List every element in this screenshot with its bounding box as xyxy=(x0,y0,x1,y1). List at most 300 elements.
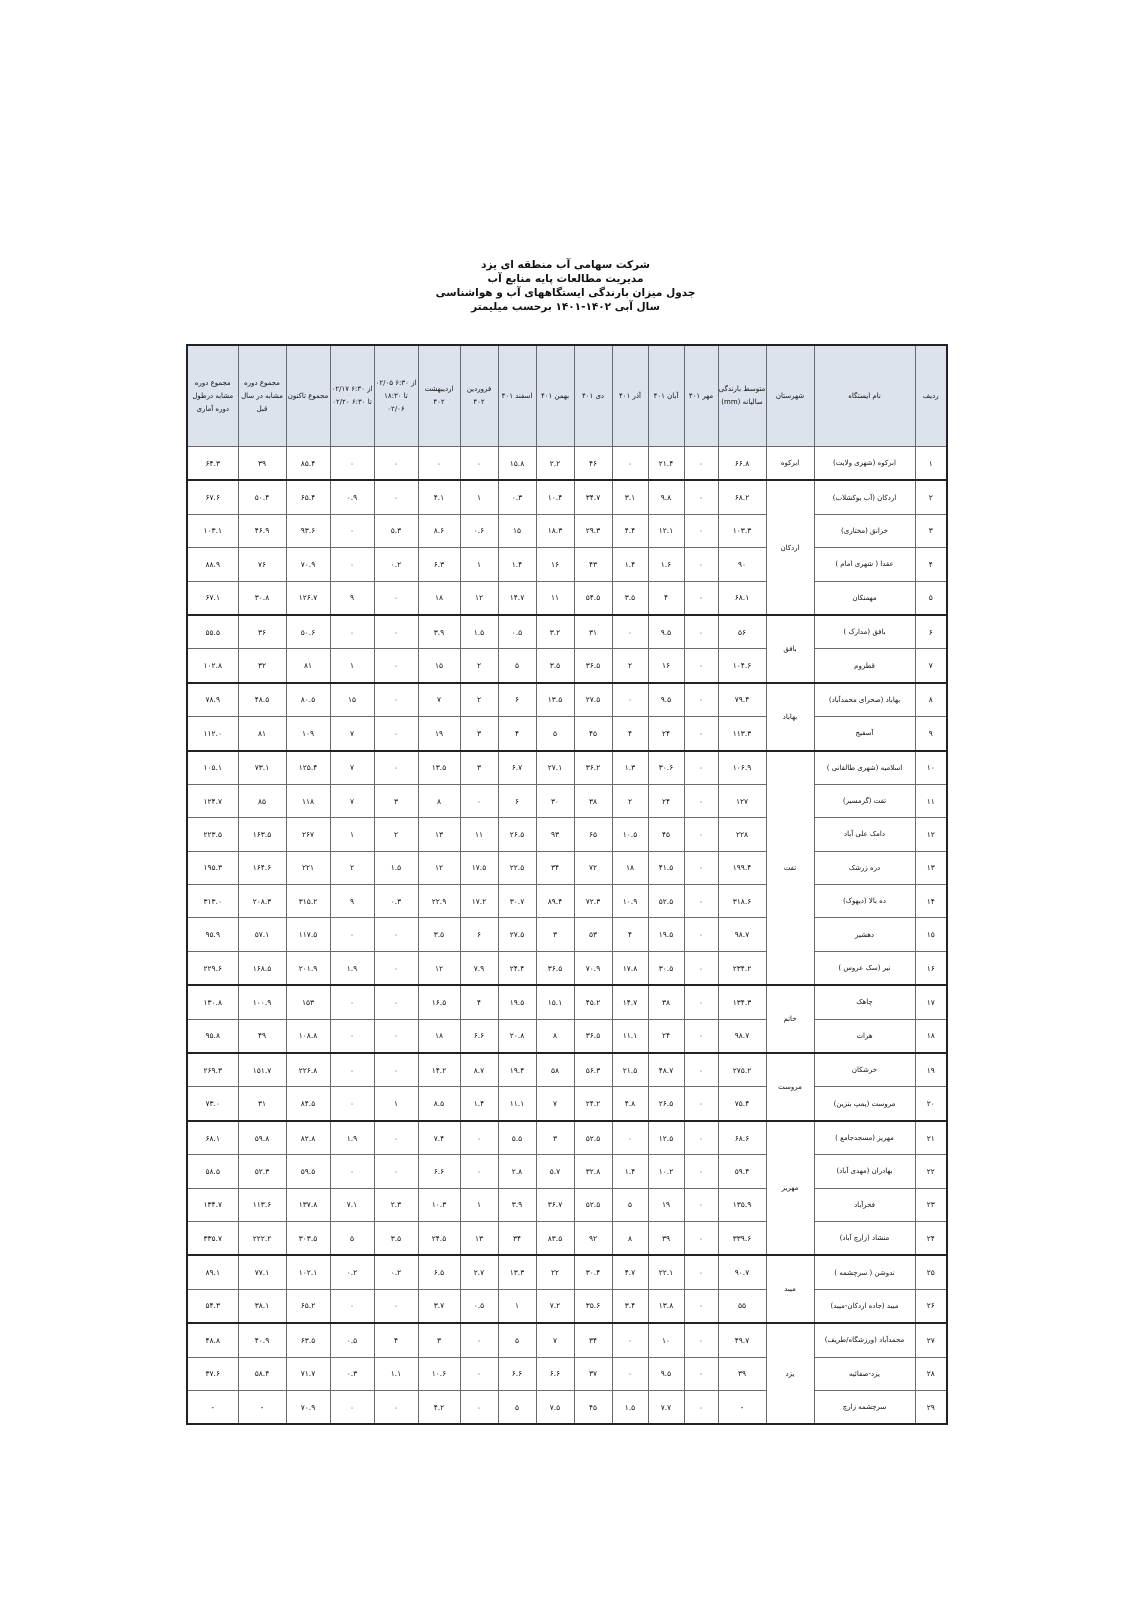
rainfall-value: ۰ xyxy=(684,480,718,514)
table-row xyxy=(187,447,947,481)
rainfall-value: ۱۳۴.۳ xyxy=(718,985,766,1019)
station-name: اردکان (آب بوکشلاب) xyxy=(814,480,915,514)
rainfall-value: ۲۰.۸ xyxy=(498,1019,536,1053)
rainfall-value: ۵۲.۵ xyxy=(648,885,684,918)
rainfall-value: ۱۶۴.۶ xyxy=(238,851,286,884)
rainfall-value: ۲۲۱ xyxy=(286,851,330,884)
rainfall-value: ۷.۵ xyxy=(536,1390,574,1424)
rainfall-value: ۰ xyxy=(684,1323,718,1357)
row-number: ۵ xyxy=(915,581,947,615)
table-row xyxy=(187,951,947,985)
rainfall-value: ۴۶.۹ xyxy=(238,514,286,547)
rainfall-value: - xyxy=(187,1390,238,1424)
rainfall-value: ۲ xyxy=(330,851,374,884)
rainfall-value: ۳.۵ xyxy=(418,918,460,951)
rainfall-value: ۳.۴ xyxy=(612,1289,648,1323)
rainfall-value: ۵۹.۴ xyxy=(718,1155,766,1188)
rainfall-value: ۱۲۴.۷ xyxy=(187,784,238,817)
rainfall-value: ۱۵ xyxy=(330,683,374,717)
rainfall-value: ۲.۲ xyxy=(536,447,574,481)
rainfall-value: ۴ xyxy=(612,717,648,751)
table-row xyxy=(187,1019,947,1053)
rainfall-value: ۰ xyxy=(612,683,648,717)
rainfall-value: ۵ xyxy=(612,1188,648,1221)
rainfall-value: ۷.۲ xyxy=(536,1289,574,1323)
rainfall-value: ۱.۳ xyxy=(612,751,648,785)
rainfall-value: ۵۶.۳ xyxy=(574,1053,612,1087)
rainfall-value: ۱۹۵.۳ xyxy=(187,851,238,884)
rainfall-value: ۴۵ xyxy=(574,717,612,751)
row-number: ۲۳ xyxy=(915,1188,947,1221)
rainfall-value: ۳۶.۵ xyxy=(536,951,574,985)
rainfall-value: ۲۷۵.۲ xyxy=(718,1053,766,1087)
row-number: ۲۰ xyxy=(915,1087,947,1121)
rainfall-value: ۷۰.۹ xyxy=(286,548,330,581)
rainfall-value: ۷۰.۹ xyxy=(574,951,612,985)
rainfall-value: ۱۰.۴ xyxy=(536,480,574,514)
rainfall-value: ۰ xyxy=(612,1121,648,1155)
rainfall-value: ۳.۱ xyxy=(612,480,648,514)
rainfall-value: ۹۸.۷ xyxy=(718,1019,766,1053)
rainfall-value: ۲۲.۵ xyxy=(498,851,536,884)
rainfall-value: ۱.۴ xyxy=(612,548,648,581)
rainfall-value: ۰ xyxy=(684,1357,718,1390)
rainfall-value: ۳۰.۶ xyxy=(648,751,684,785)
row-number: ۲۶ xyxy=(915,1289,947,1323)
rainfall-value: ۲۴.۴ xyxy=(498,951,536,985)
rainfall-value: ۰ xyxy=(684,1121,718,1155)
rainfall-value: ۱۰ xyxy=(648,1323,684,1357)
rainfall-value: ۱۶.۵ xyxy=(418,985,460,1019)
rainfall-value: ۱ xyxy=(330,818,374,851)
rainfall-value: ۰ xyxy=(684,1087,718,1121)
rainfall-value: ۳۰.۴ xyxy=(574,1255,612,1289)
table-row xyxy=(187,717,947,751)
rainfall-value: ۹۰ xyxy=(718,548,766,581)
station-name: میبد (جاده اردکان-میبد) xyxy=(814,1289,915,1323)
rainfall-value: ۱.۴ xyxy=(612,1155,648,1188)
rainfall-value: ۰ xyxy=(460,1390,498,1424)
rainfall-value: ۰.۶ xyxy=(460,514,498,547)
rainfall-value: ۵.۳ xyxy=(374,514,418,547)
rainfall-value: ۳۲ xyxy=(238,649,286,683)
rainfall-value: ۳ xyxy=(460,717,498,751)
rainfall-value: ۲۴.۲ xyxy=(574,1087,612,1121)
rainfall-value: ۰ xyxy=(330,1087,374,1121)
rainfall-value: ۸۵.۴ xyxy=(286,447,330,481)
rainfall-value: ۱ xyxy=(330,649,374,683)
rainfall-value: ۰ xyxy=(374,985,418,1019)
rainfall-value: ۱۸.۳ xyxy=(536,514,574,547)
rainfall-value: ۶۶.۸ xyxy=(718,447,766,481)
rainfall-value: ۶ xyxy=(498,784,536,817)
row-number: ۲۸ xyxy=(915,1357,947,1390)
rainfall-value: ۲۴ xyxy=(648,784,684,817)
rainfall-value: ۰.۲ xyxy=(330,1255,374,1289)
rainfall-value: ۸۳.۵ xyxy=(536,1221,574,1255)
rainfall-value: ۵۵ xyxy=(718,1289,766,1323)
row-number: ۲۲ xyxy=(915,1155,947,1188)
rainfall-value: ۱۳۴.۷ xyxy=(187,1188,238,1221)
rainfall-value: ۴.۲ xyxy=(418,1390,460,1424)
rainfall-value: ۲۴ xyxy=(648,717,684,751)
column-header: شهرستان xyxy=(766,345,814,447)
rainfall-value: ۶.۳ xyxy=(418,548,460,581)
rainfall-value: ۲۷.۵ xyxy=(498,918,536,951)
rainfall-value: ۱۳.۸ xyxy=(648,1289,684,1323)
rainfall-value: ۰ xyxy=(684,581,718,615)
rainfall-value: ۰ xyxy=(684,1188,718,1221)
rainfall-value: ۰ xyxy=(684,1019,718,1053)
rainfall-value: ۰ xyxy=(460,1323,498,1357)
rainfall-value: ۵۹.۵ xyxy=(286,1155,330,1188)
rainfall-value: ۱.۶ xyxy=(648,548,684,581)
row-number: ۱ xyxy=(915,447,947,481)
rainfall-value: ۱۵۱.۷ xyxy=(238,1053,286,1087)
rainfall-value: ۸ xyxy=(612,1221,648,1255)
rainfall-value: ۱۳.۵ xyxy=(418,751,460,785)
rainfall-value: ۰ xyxy=(460,784,498,817)
rainfall-value: ۵۰.۴ xyxy=(238,480,286,514)
rainfall-value: ۷۸.۹ xyxy=(187,683,238,717)
rainfall-value: ۷ xyxy=(418,683,460,717)
table-body xyxy=(187,447,947,1425)
rainfall-value: ۹ xyxy=(330,581,374,615)
row-number: ۳ xyxy=(915,514,947,547)
rainfall-value: ۳ xyxy=(536,918,574,951)
rainfall-value: ۰ xyxy=(684,784,718,817)
table-row xyxy=(187,751,947,785)
rainfall-value: ۱۱۳.۶ xyxy=(238,1188,286,1221)
station-name: دامک علی آباد xyxy=(814,818,915,851)
column-header: اردیبهشت ۴۰۲ xyxy=(418,345,460,447)
rainfall-value: ۶۷.۶ xyxy=(187,480,238,514)
rainfall-value: ۱۵.۱ xyxy=(536,985,574,1019)
column-header: نام ایستگاه xyxy=(814,345,915,447)
rainfall-value: ۳۰۳.۵ xyxy=(286,1221,330,1255)
rainfall-value: ۲۶۷ xyxy=(286,818,330,851)
rainfall-value: ۵۲.۳ xyxy=(238,1155,286,1188)
county-name: مروست xyxy=(766,1053,814,1121)
table-header-row xyxy=(187,345,947,447)
rainfall-value: ۵ xyxy=(498,1323,536,1357)
rainfall-value: ۲ xyxy=(612,649,648,683)
rainfall-value: ۸۴.۵ xyxy=(286,1087,330,1121)
row-number: ۲۴ xyxy=(915,1221,947,1255)
rainfall-value: ۹۰.۷ xyxy=(718,1255,766,1289)
station-name: مهریز (مسجدجامع ) xyxy=(814,1121,915,1155)
table-row xyxy=(187,1121,947,1155)
column-header: ردیف xyxy=(915,345,947,447)
rainfall-value: ۲۳۴.۲ xyxy=(718,951,766,985)
rainfall-value: ۸۰.۵ xyxy=(286,683,330,717)
rainfall-value: ۳۰.۷ xyxy=(498,885,536,918)
column-header: دی ۴۰۱ xyxy=(574,345,612,447)
rainfall-value: ۳۱ xyxy=(574,615,612,649)
rainfall-value: ۰ xyxy=(374,1289,418,1323)
row-number: ۱۶ xyxy=(915,951,947,985)
rainfall-value: ۱۰۴.۶ xyxy=(718,649,766,683)
rainfall-value: ۱۹ xyxy=(648,1188,684,1221)
rainfall-value: ۰ xyxy=(330,918,374,951)
table-title: جدول میزان بارندگی ایستگاههای آب و هواشناسی xyxy=(435,287,696,299)
station-name: سرچشمه زارچ xyxy=(814,1390,915,1424)
row-number: ۴ xyxy=(915,548,947,581)
table-row xyxy=(187,615,947,649)
table-row xyxy=(187,918,947,951)
rainfall-value: ۶۸.۲ xyxy=(718,480,766,514)
rainfall-value: ۸۲.۸ xyxy=(286,1121,330,1155)
table-row xyxy=(187,1390,947,1424)
county-name: ابرکوه xyxy=(766,447,814,481)
rainfall-value: ۲۶۹.۳ xyxy=(187,1053,238,1087)
rainfall-value: ۷.۱ xyxy=(330,1188,374,1221)
rainfall-value: ۵۰.۶ xyxy=(286,615,330,649)
station-name: منشاد (زارچ آباد) xyxy=(814,1221,915,1255)
rainfall-value: ۱۸ xyxy=(612,851,648,884)
rainfall-value: ۰ xyxy=(684,1390,718,1424)
station-name: نیر (سک عروس ) xyxy=(814,951,915,985)
rainfall-value: ۱۶ xyxy=(536,548,574,581)
rainfall-value: ۳۴.۷ xyxy=(574,480,612,514)
rainfall-value: ۲۲ xyxy=(536,1255,574,1289)
rainfall-value: ۰ xyxy=(684,548,718,581)
rainfall-value: ۰ xyxy=(374,447,418,481)
column-header: مجموع دوره مشابه در سال قبل xyxy=(238,345,286,447)
rainfall-value: ۱۰۲.۱ xyxy=(286,1255,330,1289)
rainfall-value: ۰ xyxy=(684,514,718,547)
table-row xyxy=(187,683,947,717)
row-number: ۱۲ xyxy=(915,818,947,851)
rainfall-value: ۳۵.۶ xyxy=(574,1289,612,1323)
table-row xyxy=(187,818,947,851)
rainfall-value: ۰ xyxy=(684,951,718,985)
rainfall-value: ۰ xyxy=(460,447,498,481)
rainfall-value: ۲۱.۵ xyxy=(612,1053,648,1087)
row-number: ۱۸ xyxy=(915,1019,947,1053)
rainfall-value: ۱ xyxy=(498,1289,536,1323)
rainfall-value: ۴ xyxy=(612,918,648,951)
rainfall-value: ۸.۶ xyxy=(418,514,460,547)
rainfall-value: ۶۵ xyxy=(574,818,612,851)
county-name: خاتم xyxy=(766,985,814,1053)
rainfall-value: ۵ xyxy=(330,1221,374,1255)
rainfall-value: ۶ xyxy=(498,683,536,717)
rainfall-value: ۴۸.۵ xyxy=(238,683,286,717)
rainfall-value: ۸۵ xyxy=(238,784,286,817)
report-titles xyxy=(0,258,1131,314)
rainfall-value: ۰ xyxy=(460,1357,498,1390)
rainfall-value: ۳۱ xyxy=(238,1087,286,1121)
rainfall-value: ۶۸.۶ xyxy=(718,1121,766,1155)
rainfall-value: ۳.۵ xyxy=(536,649,574,683)
row-number: ۲۹ xyxy=(915,1390,947,1424)
rainfall-value: ۴۵ xyxy=(574,1390,612,1424)
rainfall-value: ۱ xyxy=(460,480,498,514)
rainfall-value: ۰ xyxy=(374,1053,418,1087)
rainfall-value: ۳ xyxy=(460,751,498,785)
rainfall-value: ۰ xyxy=(612,1357,648,1390)
station-name: دهشیر xyxy=(814,918,915,951)
rainfall-value: ۳۴ xyxy=(574,1323,612,1357)
rainfall-value: ۳۱۳.۰ xyxy=(187,885,238,918)
rainfall-value: ۱.۴ xyxy=(460,1087,498,1121)
column-header: از ۶:۳۰ ۰۲/۱۷ تا ۶:۳۰ ۰۲/۲۰ xyxy=(330,345,374,447)
rainfall-value: ۱۰.۹ xyxy=(612,885,648,918)
rainfall-value: ۲۲۶.۸ xyxy=(286,1053,330,1087)
rainfall-value: ۷.۷ xyxy=(648,1390,684,1424)
rainfall-value: ۶.۵ xyxy=(418,1255,460,1289)
rainfall-value: ۳۹ xyxy=(238,447,286,481)
rainfall-value: ۰.۳ xyxy=(374,885,418,918)
rainfall-value: ۱۹.۵ xyxy=(498,985,536,1019)
rainfall-value: ۲۰۱.۹ xyxy=(286,951,330,985)
rainfall-value: ۳.۹ xyxy=(418,615,460,649)
rainfall-value: ۳۷ xyxy=(574,1357,612,1390)
rainfall-value: ۹۸.۷ xyxy=(718,918,766,951)
rainfall-value: ۳۸ xyxy=(648,985,684,1019)
rainfall-value: ۱۱۳.۳ xyxy=(718,717,766,751)
rainfall-value: ۶۸.۱ xyxy=(718,581,766,615)
rainfall-value: ۰.۲ xyxy=(374,548,418,581)
rainfall-value: ۱۰۸.۸ xyxy=(286,1019,330,1053)
station-name: فخرآباد xyxy=(814,1188,915,1221)
rainfall-value: ۵.۷ xyxy=(536,1155,574,1188)
rainfall-value: ۴۸.۷ xyxy=(648,1053,684,1087)
rainfall-value: ۰ xyxy=(460,1121,498,1155)
rainfall-value: ۱۳ xyxy=(418,818,460,851)
rainfall-value: ۰ xyxy=(684,717,718,751)
rainfall-value: ۴۱.۵ xyxy=(648,851,684,884)
table-row xyxy=(187,480,947,514)
table-row xyxy=(187,1188,947,1221)
rainfall-value: ۴۳ xyxy=(574,548,612,581)
rainfall-value: ۴۶ xyxy=(574,447,612,481)
rainfall-value: ۳۳۵.۷ xyxy=(187,1221,238,1255)
rainfall-value: ۱۰۳.۱ xyxy=(187,514,238,547)
station-name: ندوشن ( سرچشمه ) xyxy=(814,1255,915,1289)
rainfall-value: ۱۹.۵ xyxy=(648,918,684,951)
rainfall-value: ۳۸.۱ xyxy=(238,1289,286,1323)
rainfall-value: ۸.۷ xyxy=(460,1053,498,1087)
column-header: از ۶:۳۰ ۰۲/۰۵ تا ۱۸:۳۰ ۰۲/۰۶ xyxy=(374,345,418,447)
rainfall-value: ۱.۹ xyxy=(330,951,374,985)
rainfall-value: ۱۶۳.۵ xyxy=(238,818,286,851)
rainfall-value: ۸.۵ xyxy=(418,1087,460,1121)
rainfall-value: ۰ xyxy=(374,1121,418,1155)
rainfall-value: ۹۳.۶ xyxy=(286,514,330,547)
rainfall-value: ۸۸.۹ xyxy=(187,548,238,581)
rainfall-value: ۳ xyxy=(374,784,418,817)
rainfall-value: ۱۵۳ xyxy=(286,985,330,1019)
rainfall-value: ۰ xyxy=(612,1323,648,1357)
station-name: ابرکوه (شهری ولایت) xyxy=(814,447,915,481)
company-title: شرکت سهامی آب منطقه ای یزد xyxy=(481,259,650,271)
rainfall-value: ۲ xyxy=(460,649,498,683)
rainfall-value: ۴.۴ xyxy=(612,514,648,547)
rainfall-value: ۱۶۸.۵ xyxy=(238,951,286,985)
rainfall-value: ۰ xyxy=(330,1019,374,1053)
rainfall-value: ۵۵.۵ xyxy=(187,615,238,649)
rainfall-value: ۵۳ xyxy=(574,918,612,951)
rainfall-value: ۳۴ xyxy=(498,1221,536,1255)
rainfall-value: ۷ xyxy=(330,784,374,817)
rainfall-value: ۰.۵ xyxy=(498,615,536,649)
rainfall-value: ۰ xyxy=(374,717,418,751)
rainfall-value: ۱.۵ xyxy=(374,851,418,884)
table-row xyxy=(187,1053,947,1087)
rainfall-value: ۳ xyxy=(536,1121,574,1155)
table-row xyxy=(187,1221,947,1255)
rainfall-value: ۱۱ xyxy=(536,581,574,615)
rainfall-value: ۰.۳ xyxy=(498,480,536,514)
rainfall-value: ۰ xyxy=(374,649,418,683)
rainfall-value: ۲۲.۱ xyxy=(648,1255,684,1289)
rainfall-value: ۲۱.۴ xyxy=(648,447,684,481)
rainfall-value: ۰.۹ xyxy=(330,480,374,514)
column-header: بهمن ۴۰۱ xyxy=(536,345,574,447)
column-header: متوسط بارندگی سالیانه (mm) xyxy=(718,345,766,447)
row-number: ۲۷ xyxy=(915,1323,947,1357)
rainfall-value: ۱۳۰.۸ xyxy=(187,985,238,1019)
rainfall-value: ۰.۳ xyxy=(330,1357,374,1390)
rainfall-value: ۱۱.۱ xyxy=(498,1087,536,1121)
rainfall-value: ۰ xyxy=(684,818,718,851)
rainfall-value: ۱۰۹ xyxy=(286,717,330,751)
rainfall-value: ۰.۵ xyxy=(460,1289,498,1323)
column-header: مهر ۴۰۱ xyxy=(684,345,718,447)
column-header: مجموع تاکنون xyxy=(286,345,330,447)
rainfall-value: ۲۲۹.۶ xyxy=(187,951,238,985)
row-number: ۸ xyxy=(915,683,947,717)
rainfall-value: ۱.۴ xyxy=(498,548,536,581)
rainfall-value: ۲ xyxy=(460,683,498,717)
rainfall-value: ۳۶.۵ xyxy=(574,649,612,683)
rainfall-value: ۱.۵ xyxy=(612,1390,648,1424)
table-row xyxy=(187,1255,947,1289)
rainfall-value: - xyxy=(238,1390,286,1424)
station-name: محمدآباد (ورزشگاه/طریف) xyxy=(814,1323,915,1357)
rainfall-value: ۰ xyxy=(684,885,718,918)
rainfall-value: ۰ xyxy=(684,447,718,481)
rainfall-value: ۰ xyxy=(460,1155,498,1188)
rainfall-value: ۰ xyxy=(684,1155,718,1188)
rainfall-value: ۲.۷ xyxy=(460,1255,498,1289)
rainfall-value: ۱۲ xyxy=(460,581,498,615)
rainfall-value: ۱۵ xyxy=(498,514,536,547)
rainfall-value: ۷۳.۰ xyxy=(187,1087,238,1121)
county-name: میبد xyxy=(766,1255,814,1323)
rainfall-value: ۱۴.۷ xyxy=(612,985,648,1019)
rainfall-value: ۱۹۹.۴ xyxy=(718,851,766,884)
rainfall-value: ۱۰۵.۱ xyxy=(187,751,238,785)
column-header: مجموع دوره مشابه درطول دوره آماری xyxy=(187,345,238,447)
rainfall-value: ۱ xyxy=(460,1188,498,1221)
rainfall-value: ۱۰.۵ xyxy=(612,818,648,851)
rainfall-value: ۱۸ xyxy=(418,581,460,615)
rainfall-value: ۸ xyxy=(418,784,460,817)
rainfall-value: ۰ xyxy=(374,1155,418,1188)
rainfall-value: ۴۵ xyxy=(648,818,684,851)
rainfall-value: ۴ xyxy=(648,581,684,615)
rainfall-value: ۶.۶ xyxy=(536,1357,574,1390)
row-number: ۱۳ xyxy=(915,851,947,884)
rainfall-value: ۰ xyxy=(684,683,718,717)
rainfall-value: ۴۰.۹ xyxy=(238,1323,286,1357)
rainfall-value: ۳۳۹.۶ xyxy=(718,1221,766,1255)
rainfall-value: ۱۰۰.۹ xyxy=(238,985,286,1019)
rainfall-value: ۰ xyxy=(684,649,718,683)
